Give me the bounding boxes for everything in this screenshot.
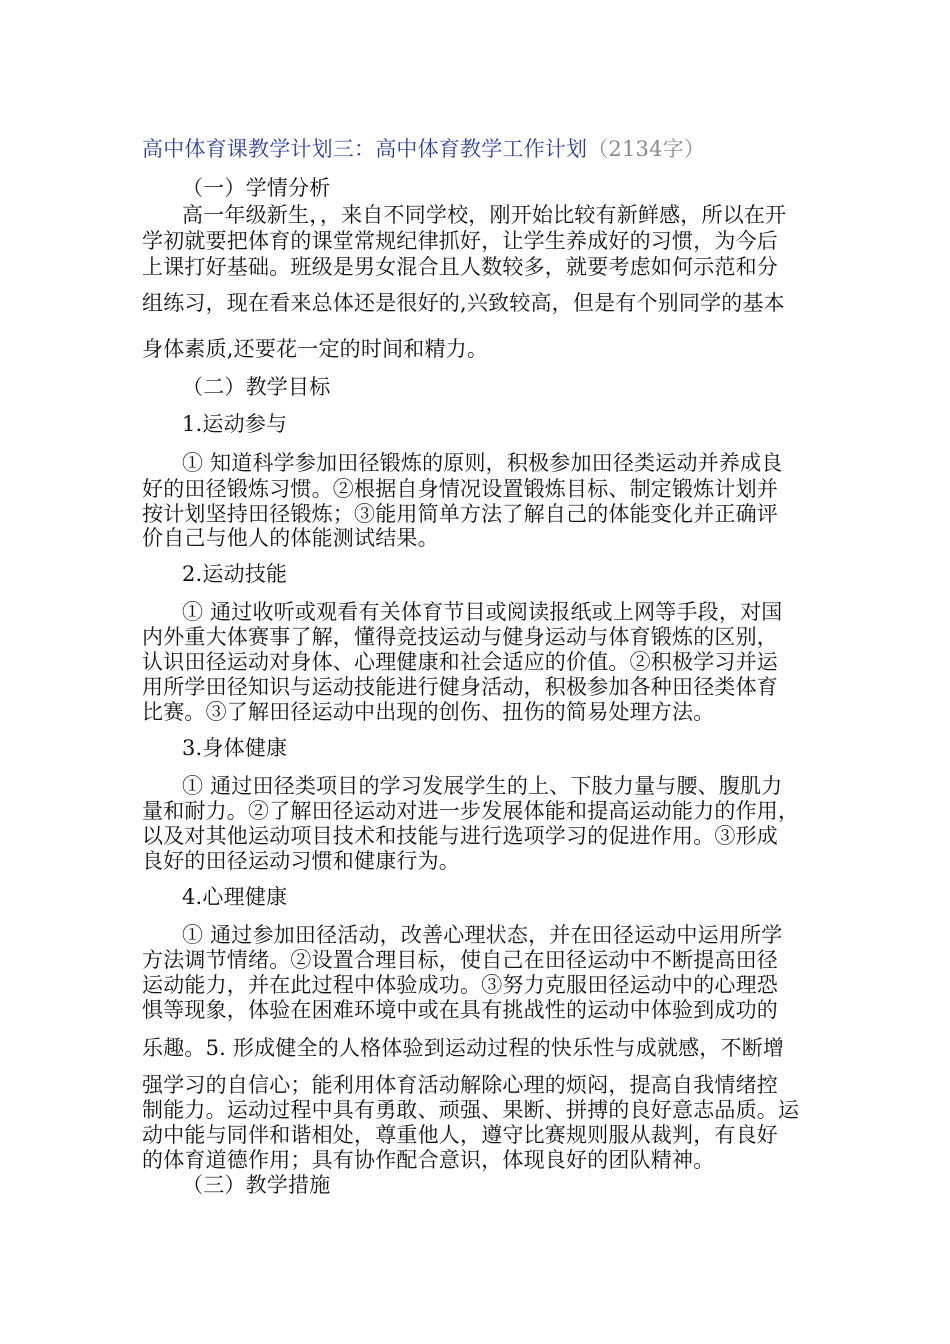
paragraph-line: 惧等现象，体验在困难环境中或在具有挑战性的运动中体验到成功的 — [142, 998, 778, 1022]
paragraph-line: 用所学田径知识与运动技能进行健身活动，积极参加各种田径类体育 — [142, 675, 778, 699]
section-heading-measures: （三）教学措施 — [182, 1173, 331, 1197]
paragraph-line: 认识田径运动对身体、心理健康和社会适应的价值。②积极学习并运 — [142, 650, 778, 674]
goal-heading-skills: 2.运动技能 — [182, 562, 288, 586]
paragraph-line: 价自己与他人的体能测试结果。 — [142, 526, 439, 550]
paragraph-line: 乐趣。5. 形成健全的人格体验到运动过程的快乐性与成就感，不断增 — [142, 1036, 785, 1060]
paragraph-line: 制能力。运动过程中具有勇敢、顽强、果断、拼搏的良好意志品质。运 — [142, 1098, 800, 1122]
document-title — [142, 136, 705, 162]
paragraph-line: 动中能与同伴和谐相处，尊重他人，遵守比赛规则服从裁判，有良好 — [142, 1123, 778, 1147]
paragraph-line: ① 通过参加田径活动，改善心理状态，并在田径运动中运用所学 — [182, 923, 783, 947]
word-count: （2134字） — [587, 137, 706, 161]
goal-heading-health: 3.身体健康 — [182, 736, 288, 760]
goal-heading-participation: 1.运动参与 — [182, 412, 288, 436]
paragraph-line: 方法调节情绪。②设置合理目标，使自己在田径运动中不断提高田径 — [142, 948, 778, 972]
paragraph-line: 量和耐力。②了解田径运动对进一步发展体能和提高运动能力的作用， — [142, 799, 800, 823]
paragraph-line: 按计划坚持田径锻炼；③能用简单方法了解自己的体能变化并正确评 — [142, 502, 778, 526]
section-heading-goals: （二）教学目标 — [182, 375, 331, 399]
paragraph-line: 学初就要把体育的课堂常规纪律抓好，让学生养成好的习惯，为今后 — [142, 229, 778, 253]
paragraph-line: 强学习的自信心；能利用体育活动解除心理的烦闷，提高自我情绪控 — [142, 1073, 778, 1097]
paragraph-line: 好的田径锻炼习惯。②根据自身情况设置锻炼目标、制定锻炼计划并 — [142, 477, 778, 501]
paragraph-line: 以及对其他运动项目技术和技能与进行选项学习的促进作用。③形成 — [142, 824, 778, 848]
paragraph-line: ① 通过田径类项目的学习发展学生的上、下肢力量与腰、腹肌力 — [182, 774, 783, 798]
paragraph-line: 上课打好基础。班级是男女混合且人数较多，就要考虑如何示范和分 — [142, 255, 778, 279]
paragraph-line: 组练习，现在看来总体还是很好的,兴致较高，但是有个别同学的基本 — [142, 291, 785, 315]
title-link[interactable]: 高中体育课教学计划三：高中体育教学工作计划 — [142, 137, 588, 161]
paragraph-line: 的体育道德作用；具有协作配合意识，体现良好的团队精神。 — [142, 1148, 715, 1172]
paragraph-line: ① 知道科学参加田径锻炼的原则，积极参加田径类运动并养成良 — [182, 451, 783, 475]
goal-heading-mental: 4.心理健康 — [182, 885, 288, 909]
paragraph-line: 运动能力，并在此过程中体验成功。③努力克服田径运动中的心理恐 — [142, 973, 778, 997]
paragraph-line: ① 通过收听或观看有关体育节目或阅读报纸或上网等手段，对国 — [182, 600, 783, 624]
paragraph-line: 高一年级新生，，来自不同学校，刚开始比较有新鲜感，所以在开 — [182, 203, 787, 227]
section-heading-analysis: （一）学情分析 — [182, 176, 331, 200]
paragraph-line: 内外重大体赛事了解，懂得竞技运动与健身运动与体育锻炼的区别， — [142, 625, 778, 649]
paragraph-line: 良好的田径运动习惯和健康行为。 — [142, 849, 460, 873]
paragraph-line: 身体素质,还要花一定的时间和精力。 — [142, 337, 489, 361]
paragraph-line: 比赛。③了解田径运动中出现的创伤、扭伤的简易处理方法。 — [142, 700, 715, 724]
